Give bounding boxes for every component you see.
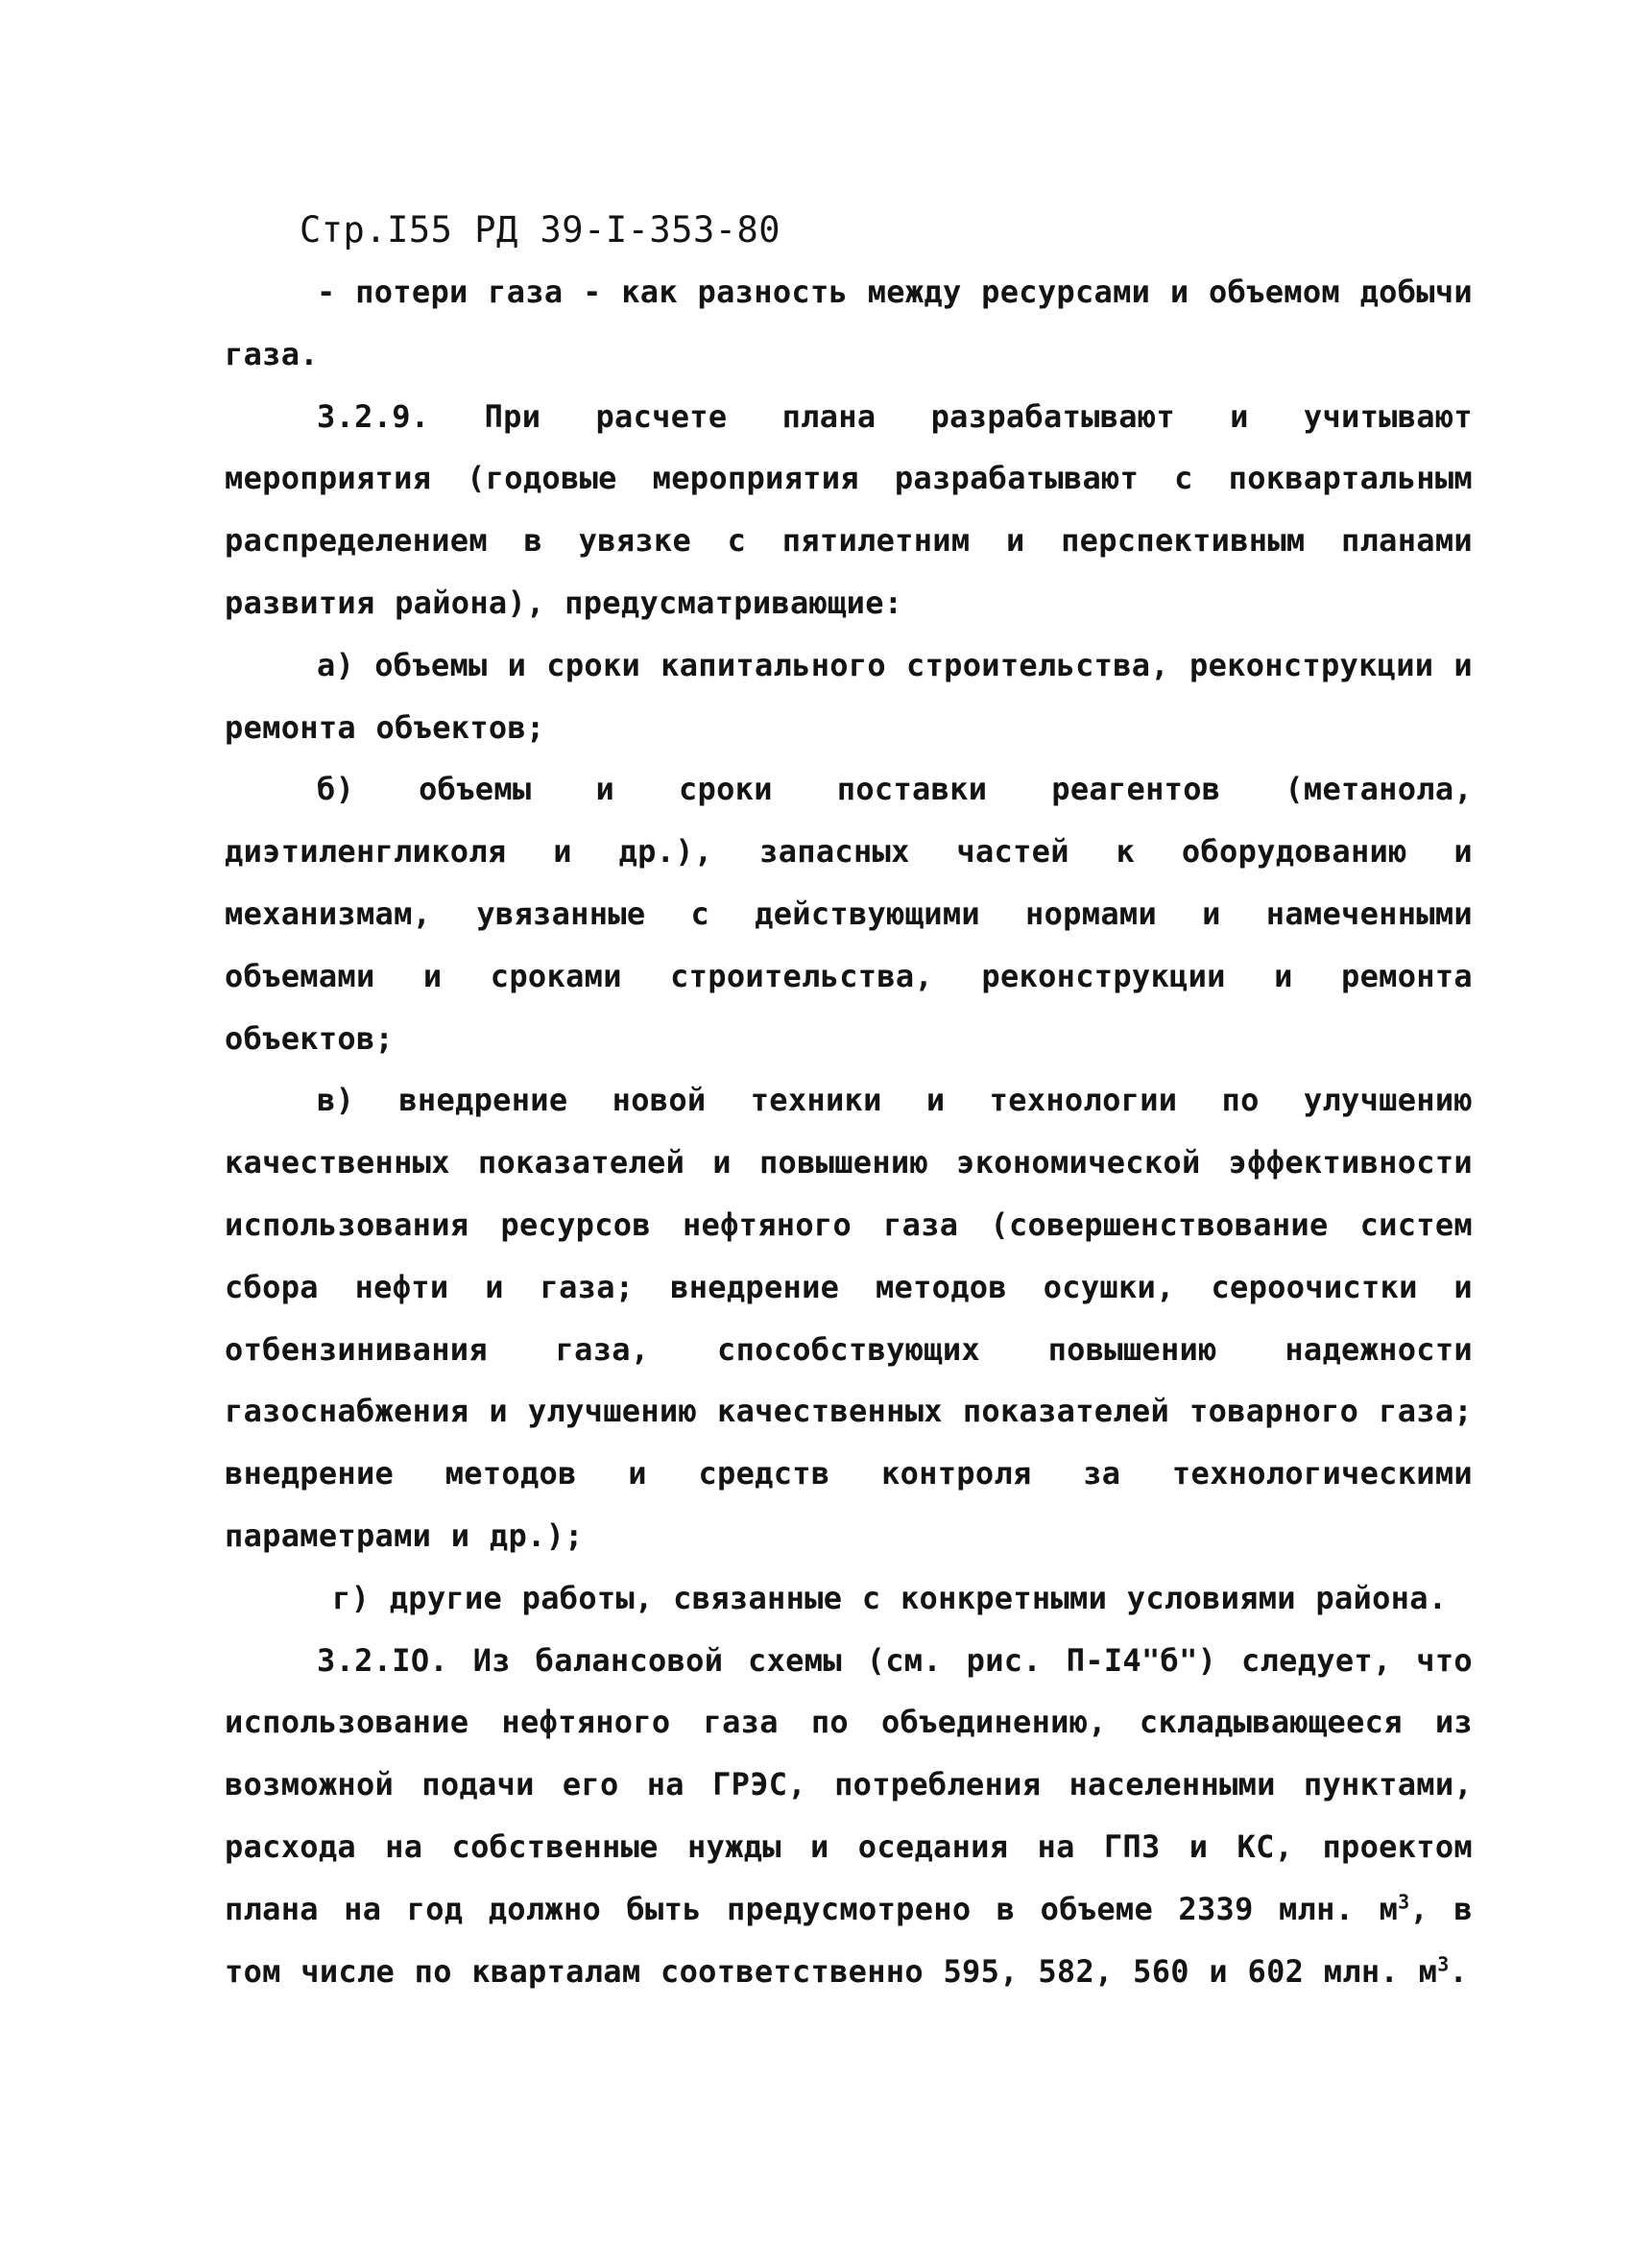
list-item-g: г) другие работы, связанные с конкретными условиями района.: [332, 1579, 1448, 1616]
paragraph-3-2-10-main: 3.2.IO. Из балансовой схемы (см. рис. П-I4"б") следует, что использование нефтяного газа по объединению, складывающееся из возможной подачи его на ГРЭС, потребления населенными пунктами, расхода на собственные нужды и оседания на ГПЗ и КС, проектом плана на год должно быть предусмотрено в объеме 2339 млн. м: [225, 1641, 1473, 1927]
page-header: Стр.I55 РД 39-I-353-80: [300, 209, 781, 251]
cubic-superscript: 3: [1437, 1951, 1450, 1975]
list-item-b: б) объемы и сроки поставки реагентов (метанола, диэтиленгликоля и др.), запасных частей к оборудованию и механизмам, увязанные с действующими нормами и намеченными объемами и сроками строительства, реконструкции и ремонта объектов;: [225, 771, 1473, 1057]
cubic-superscript: 3: [1398, 1890, 1410, 1914]
paragraph-gas-losses: - потери газа - как разность между ресурсами и объемом добычи газа.: [225, 274, 1473, 372]
document-body: [225, 261, 1473, 2002]
paragraph-3-2-10-end: .: [1449, 1952, 1469, 1990]
paragraph-3-2-10: [225, 1630, 1473, 2003]
paragraph-3-2-10-mid: , в том числе по кварталам соответственно 595, 582, 560 и 602 млн. м: [225, 1890, 1473, 1990]
paragraph-3-2-9: 3.2.9. При расчете плана разрабатывают и учитывают мероприятия (годовые мероприятия разрабатывают с поквартальным распределением в увязке с пятилетним и перспективным планами развития района), предусматривающие:: [225, 397, 1473, 621]
list-item-a: а) объемы и сроки капитального строительства, реконструкции и ремонта объектов;: [225, 646, 1473, 746]
list-item-v: в) внедрение новой техники и технологии по улучшению качественных показателей и повышению экономической эффективности использования ресурсов нефтяного газа (совершенствование систем сбора нефти и газа; внедрение методов осушки, сероочистки и отбензинивания газа, способствующих повышению надежности газоснабжения и улучшению качественных показателей товарного газа; внедрение методов и средств контроля за технологическими параметрами и др.);: [225, 1082, 1473, 1554]
